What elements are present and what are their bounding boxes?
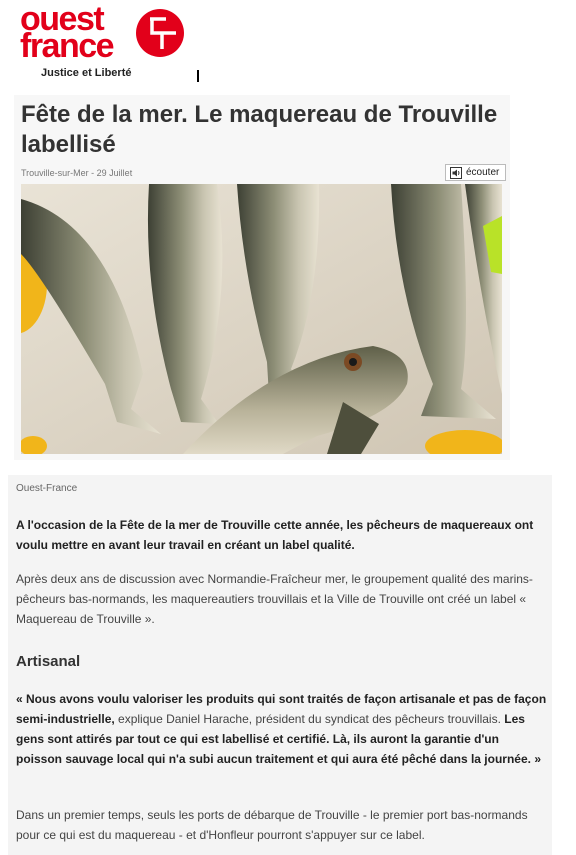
photo-credit: Ouest-France xyxy=(16,483,78,494)
section-heading: Artisanal xyxy=(16,653,81,670)
logo-circle-icon xyxy=(136,9,184,57)
quote-part-1: « Nous avons voulu valoriser les produits qui sont traités de façon artisanale et pas de façon semi-industrielle, xyxy=(16,692,547,726)
article-meta: Trouville-sur-Mer - 29 Juillet xyxy=(21,168,133,178)
attribution: explique Daniel Harache, président du syndicat des pêcheurs trouvillais. xyxy=(114,712,505,726)
quote-part-2: Les gens sont attirés par tout ce qui est labellisé et certifié. Là, ils auront la garantie d'un poisson sauvage local qui n'a subi aucun traitement et qui aura été pêché dans la journée. » xyxy=(16,712,541,766)
listen-button[interactable] xyxy=(445,164,506,181)
ouest-france-logo[interactable] xyxy=(14,0,198,86)
logo-tagline: Justice et Liberté xyxy=(41,67,132,79)
article-paragraph-3: Dans un premier temps, seuls les ports de débarque de Trouville - le premier port bas-normands pour ce qui est du maquereau - et d'Honfleur pourront s'appuyer sur ce label. xyxy=(16,808,528,842)
listen-label: écouter xyxy=(466,167,500,178)
logo-wordmark xyxy=(20,0,114,65)
article-photo xyxy=(21,184,502,454)
logo-line-2: france xyxy=(20,27,114,65)
article-paragraph-1: Après deux ans de discussion avec Normandie-Fraîcheur mer, le groupement qualité des marins-pêcheurs bas-normands, les maquereautiers trouvillais et la Ville de Trouville ont créé un label « Maquereau de Trouville ». xyxy=(16,572,533,626)
article-title: Fête de la mer. Le maquereau de Trouville labellisé xyxy=(21,101,498,158)
article-paragraph-2 xyxy=(16,689,548,769)
speaker-icon xyxy=(450,167,462,179)
logo-line-1: ouest xyxy=(20,0,104,38)
text-cursor xyxy=(197,70,199,82)
article-lead: A l'occasion de la Fête de la mer de Trouville cette année, les pêcheurs de maquereaux ont voulu mettre en avant leur travail en créant un label qualité. xyxy=(16,518,534,552)
logo-arrow-icon xyxy=(136,9,184,57)
